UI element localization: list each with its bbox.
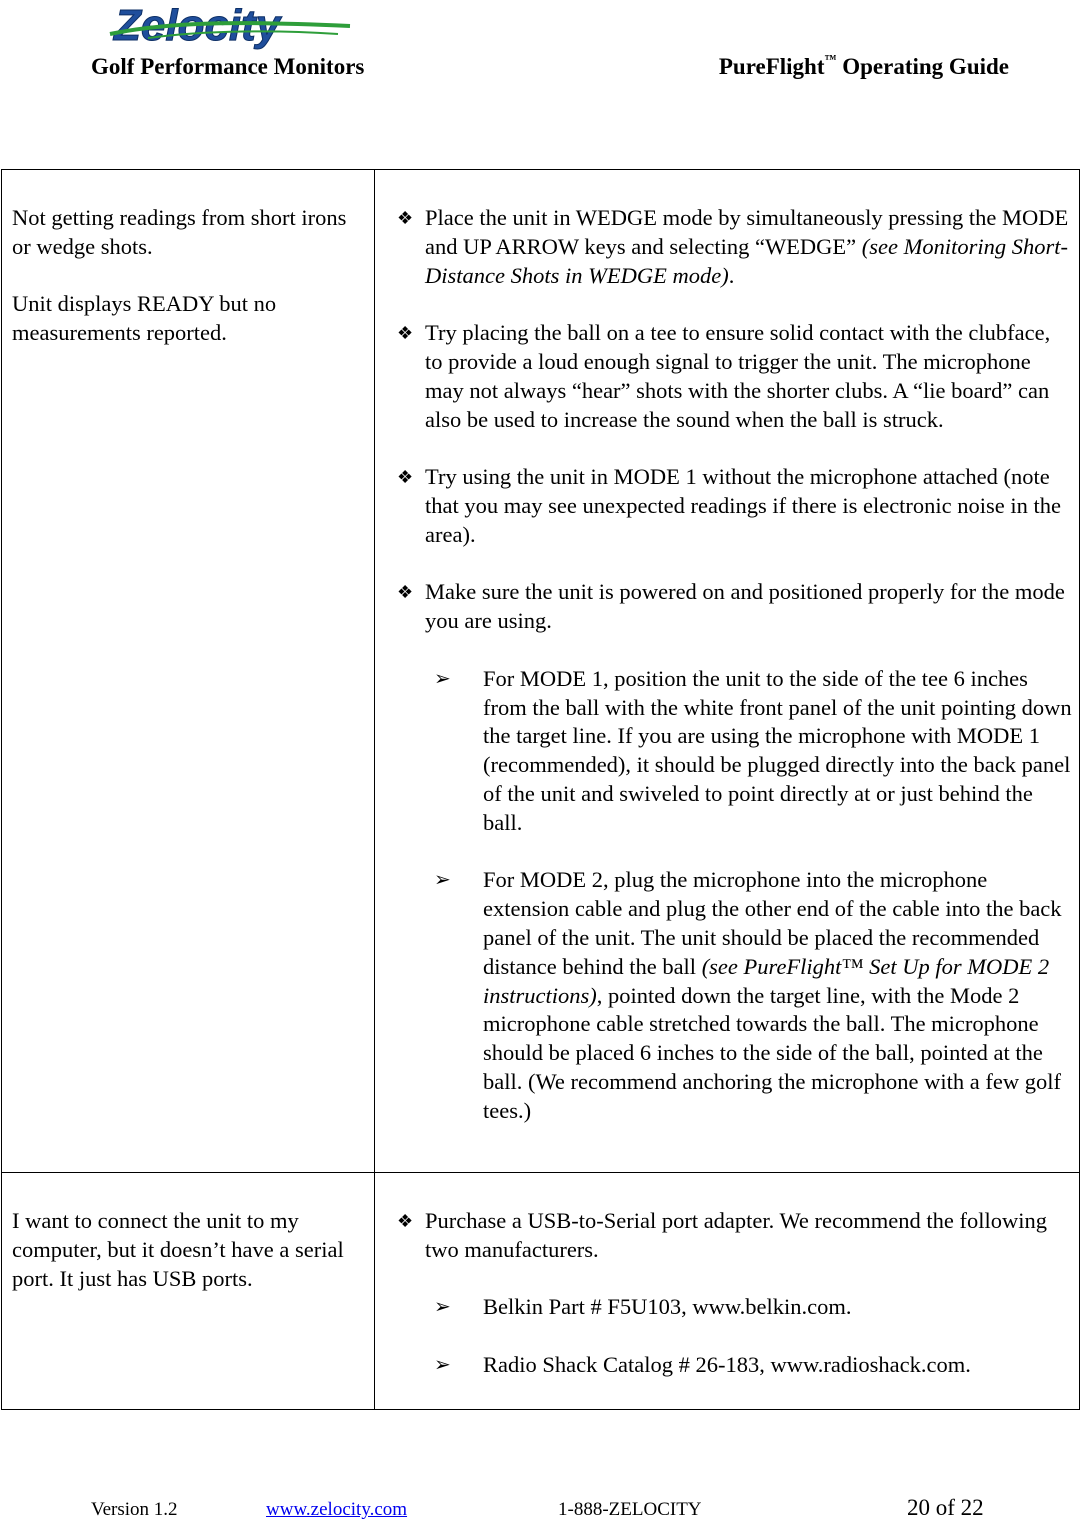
page-footer bbox=[0, 1490, 1081, 1522]
solution-sub-bullet: ➢ For MODE 2, plug the microphone into the microphone extension cable and plug the other end of the cable into the back panel of the unit. The unit should be placed the recommended distance behind the ball (see PureFlight™ Set Up for MODE 2 instructions), pointed down the target line, with the Mode 2 microphone cable stretched towards the ball. The microphone should be placed 6 inches to the side of the ball, pointed at the ball. (We recommend anchoring the microphone with a few golf tees.) bbox=[434, 867, 1062, 1123]
website-link[interactable]: www.zelocity.com bbox=[266, 1499, 408, 1520]
arrow-bullet-icon: ➢ bbox=[434, 1353, 451, 1376]
page-header bbox=[0, 0, 1081, 100]
solution-bullet: ❖ Try using the unit in MODE 1 without the microphone attached (note that you may see unexpected readings if there is electronic noise in the area). bbox=[397, 464, 1062, 547]
table-row bbox=[2, 1173, 1080, 1410]
problem-text: Not getting readings from short irons or wedge shots. bbox=[12, 205, 347, 259]
problem-cell bbox=[2, 1173, 375, 1410]
header-left-title: Golf Performance Monitors bbox=[91, 54, 365, 79]
solution-cell bbox=[375, 1173, 1080, 1410]
zelocity-logo bbox=[88, 0, 388, 56]
diamond-bullet-icon: ❖ bbox=[397, 467, 414, 488]
problem-cell bbox=[2, 170, 375, 1173]
svg-text:Zelocity: Zelocity bbox=[114, 1, 281, 50]
diamond-bullet-icon: ❖ bbox=[397, 1211, 414, 1231]
header-right-title: PureFlight™ Operating Guide bbox=[718, 52, 1009, 79]
phone-number: 1-888-ZELOCITY bbox=[558, 1499, 702, 1520]
solution-bullet: ❖ Place the unit in WEDGE mode by simultaneously pressing the MODE and UP ARROW keys and selecting “WEDGE” (see Monitoring Short-Distance Shots in WEDGE mode). bbox=[397, 205, 1069, 288]
problem-text: Unit displays READY but no measurements reported. bbox=[12, 291, 277, 346]
diamond-bullet-icon: ❖ bbox=[397, 323, 414, 344]
problem-text: I want to connect the unit to my computer, but it doesn’t have a serial port. It just has USB ports. bbox=[12, 1208, 344, 1291]
solution-bullet: ❖ Purchase a USB-to-Serial port adapter. We recommend the following two manufacturers. bbox=[397, 1208, 1047, 1262]
diamond-bullet-icon: ❖ bbox=[397, 582, 414, 603]
diamond-bullet-icon: ❖ bbox=[397, 208, 414, 228]
troubleshooting-table bbox=[1, 169, 1080, 1410]
arrow-bullet-icon: ➢ bbox=[434, 869, 451, 892]
arrow-bullet-icon: ➢ bbox=[434, 1296, 451, 1319]
solution-bullet: ❖ Make sure the unit is powered on and positioned properly for the mode you are using. bbox=[397, 579, 1065, 634]
arrow-bullet-icon: ➢ bbox=[434, 667, 451, 690]
page-number: 20 of 22 bbox=[907, 1495, 984, 1520]
solution-sub-bullet: ➢ For MODE 1, position the unit to the side of the tee 6 inches from the ball with the white front panel of the unit pointing down the target line. If you are using the microphone with MODE 1 (recommended), it should be plugged directly into the back panel of the unit and swiveled to point directly at or just behind the ball. bbox=[434, 665, 1072, 835]
table-row bbox=[2, 170, 1080, 1173]
solution-sub-bullet: ➢ Belkin Part # F5U103, www.belkin.com. bbox=[434, 1293, 1073, 1322]
version-label: Version 1.2 bbox=[91, 1499, 178, 1520]
solution-bullet: ❖ Try placing the ball on a tee to ensure solid contact with the clubface, to provide a loud enough signal to trigger the unit. The microphone may not always “hear” shots with the shorter clubs. A “lie board” can also be used to increase the sound when the ball is struck. bbox=[397, 320, 1051, 432]
solution-cell bbox=[375, 170, 1080, 1173]
solution-sub-bullet: ➢ Radio Shack Catalog # 26-183, www.radioshack.com. bbox=[434, 1351, 1073, 1380]
